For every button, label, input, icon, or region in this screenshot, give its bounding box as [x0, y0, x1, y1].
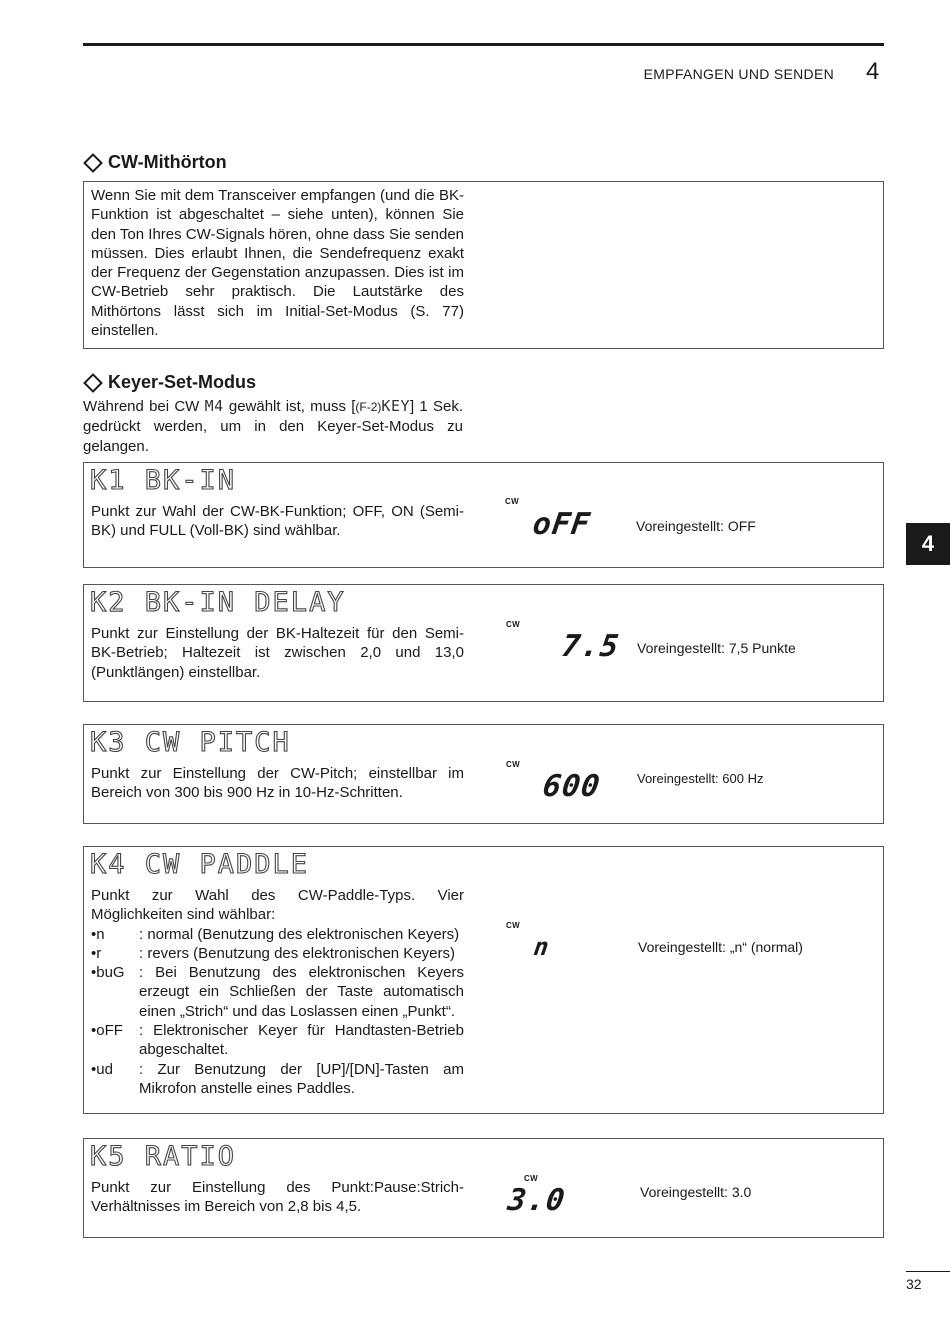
list-key: •r: [91, 944, 102, 962]
default-value: Voreingestellt: 600 Hz: [637, 771, 764, 786]
diamond-icon: [83, 153, 103, 173]
chapter-number: 4: [866, 58, 880, 85]
list-key: •ud: [91, 1060, 113, 1078]
item-description: [91, 886, 464, 1098]
lcd-mode-indicator: M4: [204, 397, 224, 415]
lcd-value-display: oFF: [530, 507, 593, 542]
item-description: Punkt zur Einstellung des Punkt:Pause:Strich-Verhältnisses im Bereich von 2,8 bis 4,5.: [91, 1179, 464, 1216]
keyer-item-k5: [83, 1138, 884, 1238]
keyer-item-k2: [83, 584, 884, 702]
item-description: Punkt zur Einstellung der CW-Pitch; einstellbar im Bereich von 300 bis 900 Hz in 10-Hz-Schritten.: [91, 765, 464, 802]
cw-indicator: CW: [506, 620, 520, 629]
intro-text: ] 1 Sek. gedrückt werden, um in den Keyer-Set-Modus zu gelangen.: [83, 398, 463, 455]
keyer-set-intro: [83, 397, 463, 456]
lcd-key-indicator: KEY: [381, 397, 411, 415]
chapter-title: EMPFANGEN UND SENDEN: [643, 66, 834, 82]
keyer-item-k1: [83, 462, 884, 568]
keyer-item-k4: [83, 846, 884, 1114]
list-key: •oFF: [91, 1022, 123, 1040]
list-value: : revers (Benutzung des elektronischen Keyers): [139, 944, 455, 962]
item-title-lcd: K5 RATIO: [90, 1141, 237, 1172]
lcd-value-display: 3.0: [505, 1183, 568, 1218]
section-heading-label: Keyer-Set-Modus: [108, 372, 257, 392]
cw-indicator: CW: [524, 1174, 538, 1183]
intro-text: gewählt ist, muss [: [223, 398, 356, 415]
lcd-value-display: 7.5: [559, 629, 622, 664]
list-value: : Bei Benutzung des elektronischen Keyers erzeugt ein Schließen der Taste automatisch einen „Strich“ und das Loslassen einen „Punkt“.: [139, 964, 464, 1020]
item-title-lcd: K2 BK-IN DELAY: [90, 587, 346, 618]
keyer-item-k3: [83, 724, 884, 824]
item-title-lcd: K3 CW PITCH: [90, 727, 291, 758]
list-value: : Elektronischer Keyer für Handtasten-Betrieb abgeschaltet.: [139, 1022, 464, 1059]
list-item: [91, 1060, 464, 1099]
list-item: [91, 1021, 464, 1060]
key-label: (F-2): [355, 400, 382, 414]
cw-mithoerton-box: [83, 181, 884, 349]
default-value: Voreingestellt: 7,5 Punkte: [637, 640, 796, 656]
list-item: [91, 944, 464, 963]
item-title-lcd: K4 CW PADDLE: [90, 849, 310, 880]
list-key: •buG: [91, 964, 125, 982]
chapter-side-tab: 4: [906, 523, 950, 565]
cw-indicator: CW: [506, 921, 520, 930]
item-description: Punkt zur Einstellung der BK-Haltezeit für den Semi-BK-Betrieb; Haltezeit ist zwischen 2,0 und 13,0 (Punktlängen) einstellbar.: [91, 625, 464, 681]
lcd-value-display: 600: [540, 769, 603, 804]
lcd-value-display: n: [532, 933, 552, 961]
list-value: : normal (Benutzung des elektronischen Keyers): [139, 925, 460, 943]
cw-indicator: CW: [505, 497, 519, 506]
item-description: Punkt zur Wahl der CW-BK-Funktion; OFF, ON (Semi-BK) und FULL (Voll-BK) sind wählbar.: [91, 503, 464, 540]
list-key: •n: [91, 925, 105, 943]
cw-mithoerton-text: Wenn Sie mit dem Transceiver empfangen (und die BK-Funktion ist abgeschaltet – siehe unten), können Sie den Ton Ihres CW-Signals hören, ohne dass Sie senden müssen. Dies erlaubt Ihnen, die Sendefrequenz exakt der Frequenz der Gegenstation anzupassen. Dies ist im CW-Betrieb sehr praktisch. Die Lautstärke des Mithörtons lässt sich im Initial-Set-Modus (S. 77) einstellen.: [91, 187, 465, 340]
default-value: Voreingestellt: „n“ (normal): [638, 939, 803, 955]
section-heading-cw-mithoerton: [83, 152, 227, 173]
header-rule: [83, 43, 884, 46]
list-value: : Zur Benutzung der [UP]/[DN]-Tasten am Mikrofon anstelle eines Paddles.: [139, 1060, 464, 1097]
item-description-intro: Punkt zur Wahl des CW-Paddle-Typs. Vier Möglichkeiten sind wählbar:: [91, 887, 464, 924]
diamond-icon: [83, 373, 103, 393]
list-item: [91, 963, 464, 1021]
list-item: [91, 925, 464, 944]
cw-indicator: CW: [506, 760, 520, 769]
default-value: Voreingestellt: 3.0: [640, 1184, 752, 1200]
section-heading-label: CW-Mithörton: [108, 152, 227, 172]
footer-rule: [906, 1271, 950, 1272]
intro-text: Während bei CW: [83, 398, 205, 415]
page-number: 32: [906, 1276, 922, 1292]
item-title-lcd: K1 BK-IN: [90, 465, 237, 496]
section-heading-keyer-set: [83, 372, 256, 393]
default-value: Voreingestellt: OFF: [636, 518, 756, 534]
